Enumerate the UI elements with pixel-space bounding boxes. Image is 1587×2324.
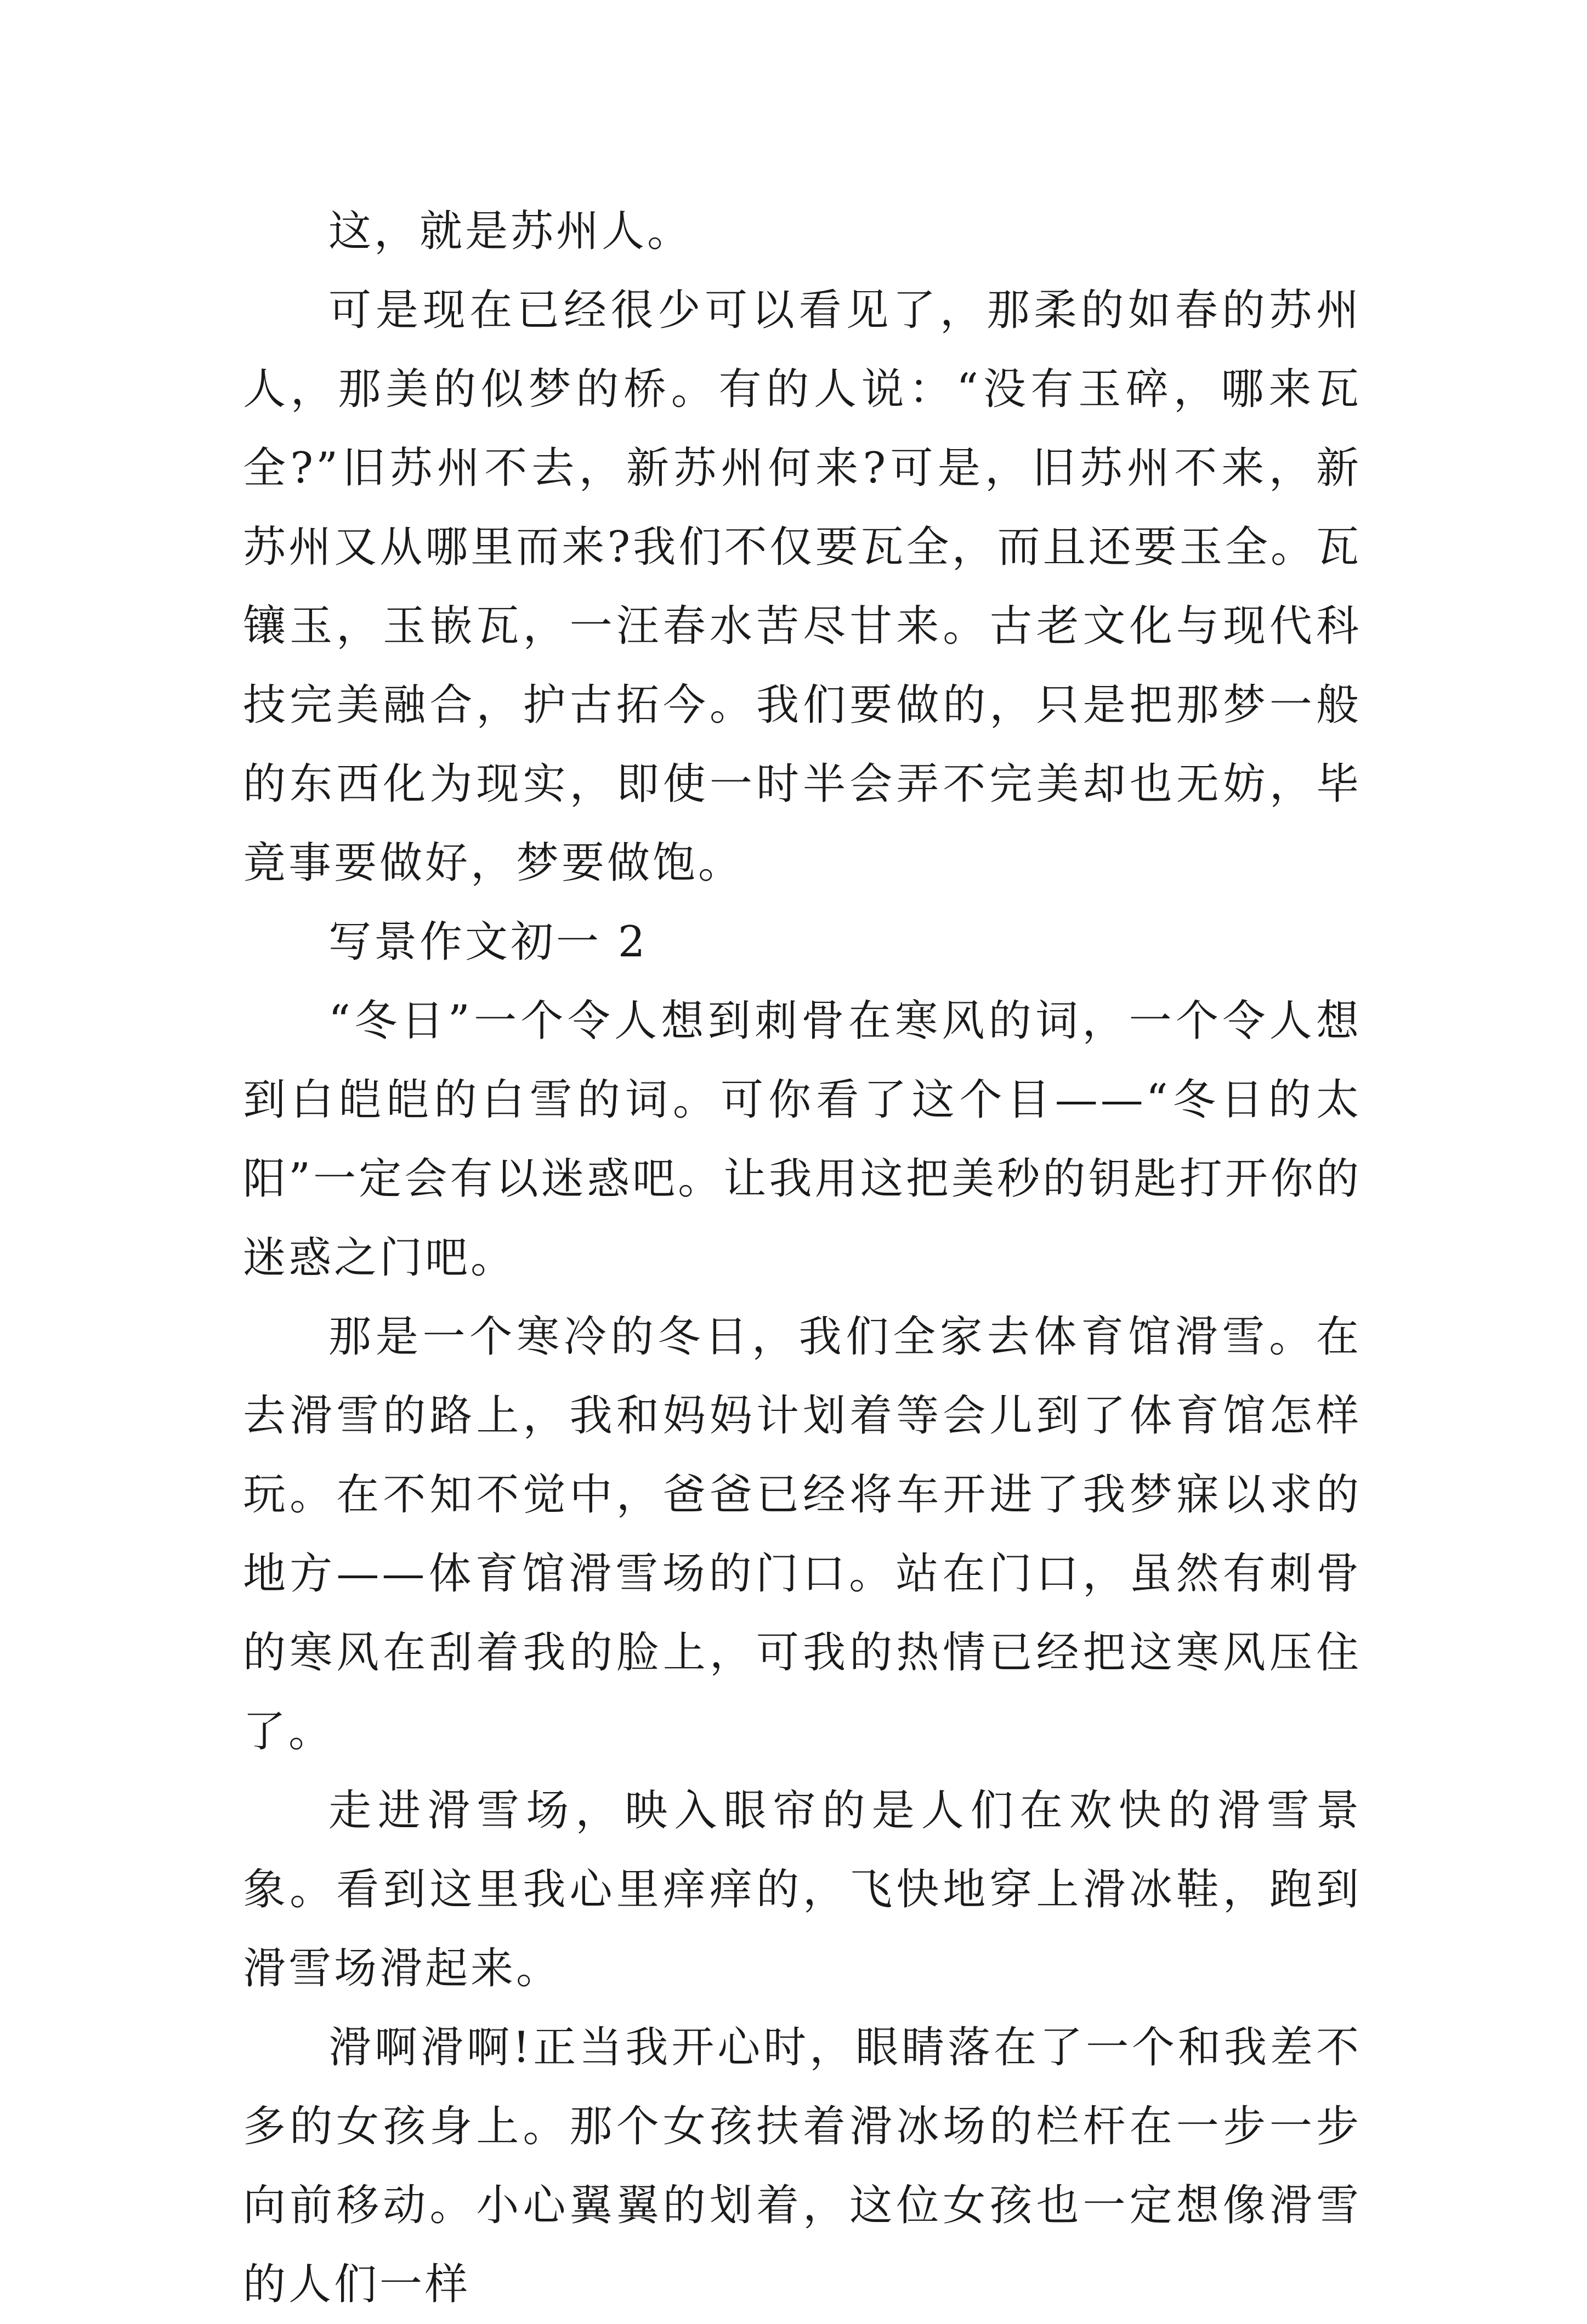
section-heading: 写景作文初一 2 — [328, 917, 648, 967]
paragraph: 那是一个寒冷的冬日，我们全家去体育馆滑雪。在去滑雪的路上，我和妈妈计划着等会儿到了体育馆怎样玩。在不知不觉中，爸爸已经将车开进了我梦寐以求的地方——体育馆滑雪场的门口。站在门口，虽然有刺骨的寒风在刮着我的脸上，可我的热情已经把这寒风压住了。 — [243, 1312, 1362, 1756]
paragraph: 这，就是苏州人。 — [328, 207, 693, 256]
paragraph: “冬日”一个令人想到刺骨在寒风的词，一个令人想到白皑皑的白雪的词。可你看了这个目——“冬日的太阳”一定会有以迷惑吧。让我用这把美秒的钥匙打开你的迷惑之门吧。 — [243, 996, 1362, 1283]
paragraph: 可是现在已经很少可以看见了，那柔的如春的苏州人，那美的似梦的桥。有的人说：“没有玉碎，哪来瓦全?”旧苏州不去，新苏州何来?可是，旧苏州不来，新苏州又从哪里而来?我们不仅要瓦全，而且还要玉全。瓦镶玉，玉嵌瓦，一汪春水苦尽甘来。古老文化与现代科技完美融合，护古拓今。我们要做的，只是把那梦一般的东西化为现实，即使一时半会弄不完美却也无妨，毕竟事要做好，梦要做饱。 — [243, 286, 1362, 888]
document-body — [243, 192, 1362, 2324]
paragraph: 走进滑雪场，映入眼帘的是人们在欢快的滑雪景象。看到这里我心里痒痒的，飞快地穿上滑冰鞋，跑到滑雪场滑起来。 — [243, 1786, 1362, 1993]
paragraph: 滑啊滑啊!正当我开心时，眼睛落在了一个和我差不多的女孩身上。那个女孩扶着滑冰场的栏杆在一步一步向前移动。小心翼翼的划着，这位女孩也一定想像滑雪的人们一样 — [243, 2023, 1362, 2309]
